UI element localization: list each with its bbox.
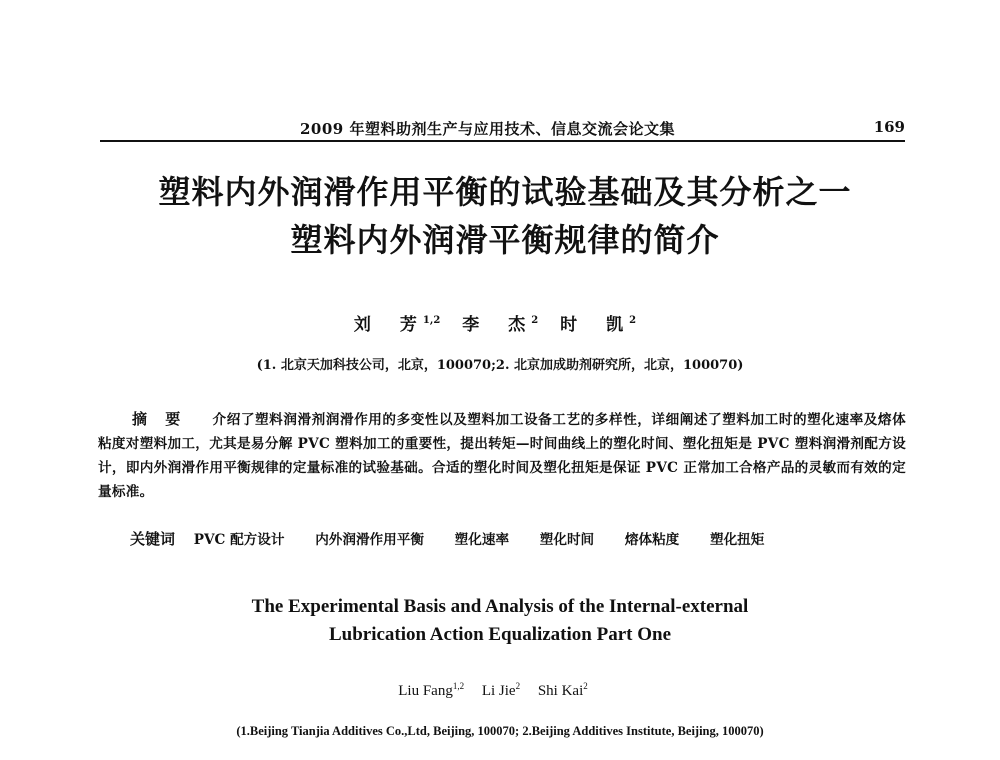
page-number: 169	[873, 118, 905, 136]
abstract-label: 摘要	[132, 410, 199, 428]
chinese-title-line-1: 塑料内外润滑作用平衡的试验基础及其分析之一	[158, 173, 852, 211]
chinese-authors	[0, 310, 1000, 335]
chinese-keywords	[98, 527, 906, 552]
author-affiliation-mark: 2	[629, 315, 637, 327]
author-affiliation-mark: 1,2	[422, 315, 441, 327]
english-title	[150, 593, 850, 649]
keyword: 塑化时间	[539, 532, 595, 548]
author-affiliation-mark: 1,2	[452, 681, 465, 691]
english-title-line-1: The Experimental Basis and Analysis of the Internal-external	[251, 596, 749, 617]
english-authors	[0, 681, 1000, 700]
author-affiliation-mark: 2	[531, 315, 539, 327]
running-header	[100, 118, 905, 142]
journal-title: 2009 年塑料助剂生产与应用技术、信息交流会论文集	[300, 120, 675, 138]
chinese-affiliation: (1. 北京天加科技公司，北京，100070;2. 北京加成助剂研究所，北京，100070)	[256, 358, 744, 373]
keyword: PVC 配方设计	[193, 532, 285, 548]
keyword: 熔体粘度	[624, 532, 680, 548]
chinese-title	[90, 168, 920, 264]
author-name-en: Shi Kai	[537, 683, 584, 699]
english-affiliation: (1.Beijing Tianjia Additives Co.,Ltd, Beijing, 100070; 2.Beijing Additives Institute, Beijing, 100070)	[236, 724, 764, 738]
keyword: 塑化速率	[454, 532, 510, 548]
author-name-zh: 李 杰	[462, 315, 532, 335]
author-name-en: Li Jie	[481, 683, 516, 699]
keyword: 塑化扭矩	[710, 532, 765, 548]
keyword: 内外润滑作用平衡	[315, 532, 424, 548]
author-affiliation-mark: 2	[583, 681, 588, 691]
chinese-title-line-2: 塑料内外润滑平衡规律的简介	[290, 221, 720, 259]
keywords-label: 关键词	[130, 530, 176, 548]
abstract-text: 介绍了塑料润滑剂润滑作用的多变性以及塑料加工设备工艺的多样性，详细阐述了塑料加工时的塑化速率及熔体粘度对塑料加工，尤其是易分解 PVC 塑料加工的重要性，提出转矩—时间曲线上的塑化时间、塑化扭矩是 PVC 塑料润滑剂配方设计，即内外润滑作用平衡规律的定量标准的试验基础。合适的塑化时间及塑化扭矩是保证 PVC 正常加工合格产品的灵敏而有效的定量标准。	[98, 412, 906, 500]
author-name-zh: 时 凯	[560, 315, 630, 335]
author-name-en: Liu Fang	[398, 683, 453, 699]
author-name-zh: 刘 芳	[353, 315, 423, 335]
chinese-abstract	[98, 407, 906, 504]
english-title-line-2: Lubrication Action Equalization Part One	[328, 624, 672, 645]
author-affiliation-mark: 2	[515, 681, 521, 691]
